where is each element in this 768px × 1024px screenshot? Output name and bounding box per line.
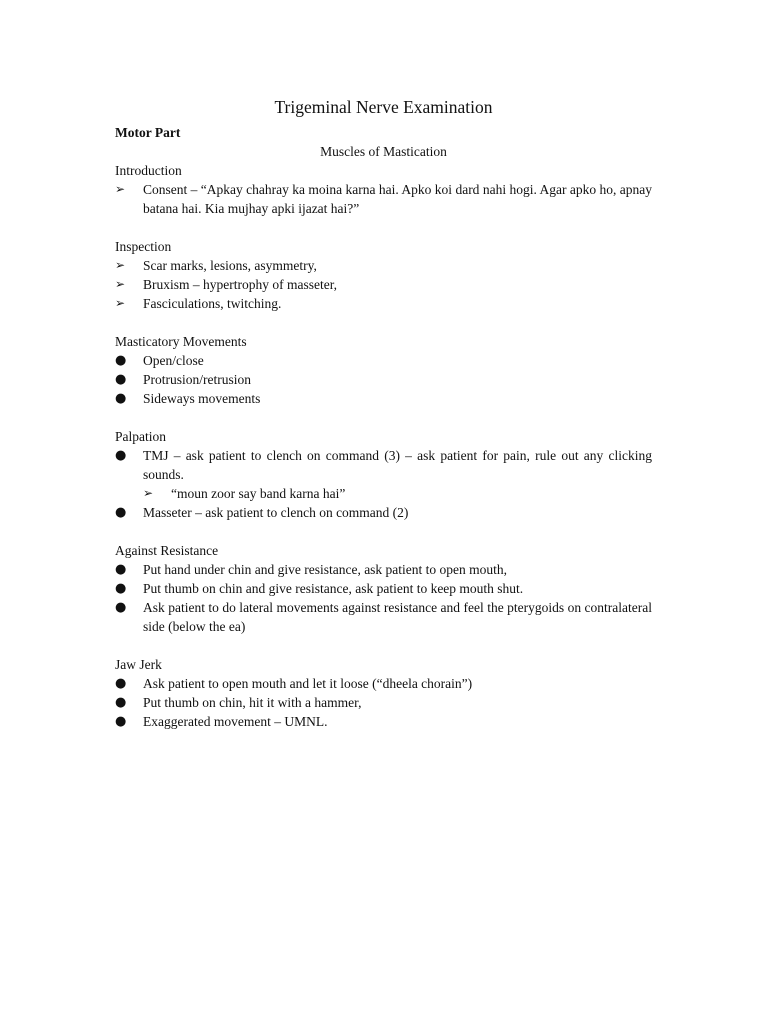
- dot-bullet-icon: ●: [115, 581, 127, 596]
- palpation-sublist: [143, 484, 652, 503]
- dot-bullet-icon: ●: [115, 391, 127, 406]
- part-heading: Motor Part: [115, 125, 181, 140]
- list-item-text: Bruxism – hypertrophy of masseter,: [143, 277, 338, 292]
- dot-bullet-icon: ●: [115, 505, 127, 520]
- section-heading-resistance: Against Resistance: [115, 543, 219, 558]
- list-item: [115, 693, 652, 712]
- list-item: [115, 446, 652, 503]
- document-page: [115, 95, 652, 731]
- list-item: [115, 294, 652, 313]
- inspection-list: [115, 256, 652, 313]
- jaw-jerk-list: [115, 674, 652, 731]
- palpation-list: [115, 446, 652, 522]
- dot-bullet-icon: ●: [115, 353, 127, 368]
- arrow-bullet-icon: ➢: [115, 296, 126, 310]
- section-heading-masticatory: Masticatory Movements: [115, 334, 247, 349]
- list-item-text: TMJ – ask patient to clench on command (3) – ask patient for pain, rule out any clicking sounds.: [143, 448, 652, 482]
- list-item: [115, 598, 652, 636]
- arrow-bullet-icon: ➢: [143, 486, 154, 500]
- dot-bullet-icon: ●: [115, 448, 127, 463]
- list-item-text: Sideways movements: [143, 391, 261, 406]
- section-heading-introduction: Introduction: [115, 163, 182, 178]
- spacer: [115, 408, 652, 427]
- list-item-text: Ask patient to do lateral movements against resistance and feel the pterygoids on contralateral side (below the ea): [143, 600, 652, 634]
- section-heading-jaw-jerk: Jaw Jerk: [115, 657, 162, 672]
- list-item-text: Put thumb on chin and give resistance, ask patient to keep mouth shut.: [143, 581, 524, 596]
- list-item-text: Fasciculations, twitching.: [143, 296, 282, 311]
- list-item: [115, 560, 652, 579]
- list-item-text: Exaggerated movement – UMNL.: [143, 714, 328, 729]
- sub-list-item-text: “moun zoor say band karna hai”: [171, 486, 346, 501]
- spacer: [115, 636, 652, 655]
- section-heading-palpation: Palpation: [115, 429, 166, 444]
- list-item-text: Consent – “Apkay chahray ka moina karna hai. Apko koi dard nahi hogi. Agar apko ho, apnay batana hai. Kia mujhay apki ijazat hai?”: [143, 182, 652, 216]
- arrow-bullet-icon: ➢: [115, 258, 126, 272]
- list-item: [115, 579, 652, 598]
- section-heading-inspection: Inspection: [115, 239, 172, 254]
- list-item: [115, 370, 652, 389]
- dot-bullet-icon: ●: [115, 600, 127, 615]
- arrow-bullet-icon: ➢: [115, 182, 126, 196]
- list-item: [115, 389, 652, 408]
- dot-bullet-icon: ●: [115, 372, 127, 387]
- spacer: [115, 313, 652, 332]
- arrow-bullet-icon: ➢: [115, 277, 126, 291]
- masticatory-list: [115, 351, 652, 408]
- list-item-text: Scar marks, lesions, asymmetry,: [143, 258, 317, 273]
- document-title: Trigeminal Nerve Examination: [274, 97, 493, 117]
- introduction-list: [115, 180, 652, 218]
- list-item: [115, 256, 652, 275]
- document-subtitle: Muscles of Mastication: [320, 144, 447, 159]
- list-item-text: Open/close: [143, 353, 204, 368]
- list-item: [115, 180, 652, 218]
- list-item: [115, 503, 652, 522]
- sub-list-item: [143, 484, 652, 503]
- spacer: [115, 218, 652, 237]
- spacer: [115, 522, 652, 541]
- resistance-list: [115, 560, 652, 636]
- dot-bullet-icon: ●: [115, 676, 127, 691]
- dot-bullet-icon: ●: [115, 562, 127, 577]
- list-item: [115, 674, 652, 693]
- list-item-text: Put thumb on chin, hit it with a hammer,: [143, 695, 362, 710]
- list-item: [115, 712, 652, 731]
- list-item: [115, 275, 652, 294]
- list-item-text: Put hand under chin and give resistance, ask patient to open mouth,: [143, 562, 508, 577]
- list-item: [115, 351, 652, 370]
- list-item-text: Masseter – ask patient to clench on command (2): [143, 505, 409, 520]
- dot-bullet-icon: ●: [115, 695, 127, 710]
- list-item-text: Ask patient to open mouth and let it loose (“dheela chorain”): [143, 676, 473, 691]
- list-item-text: Protrusion/retrusion: [143, 372, 251, 387]
- dot-bullet-icon: ●: [115, 714, 127, 729]
